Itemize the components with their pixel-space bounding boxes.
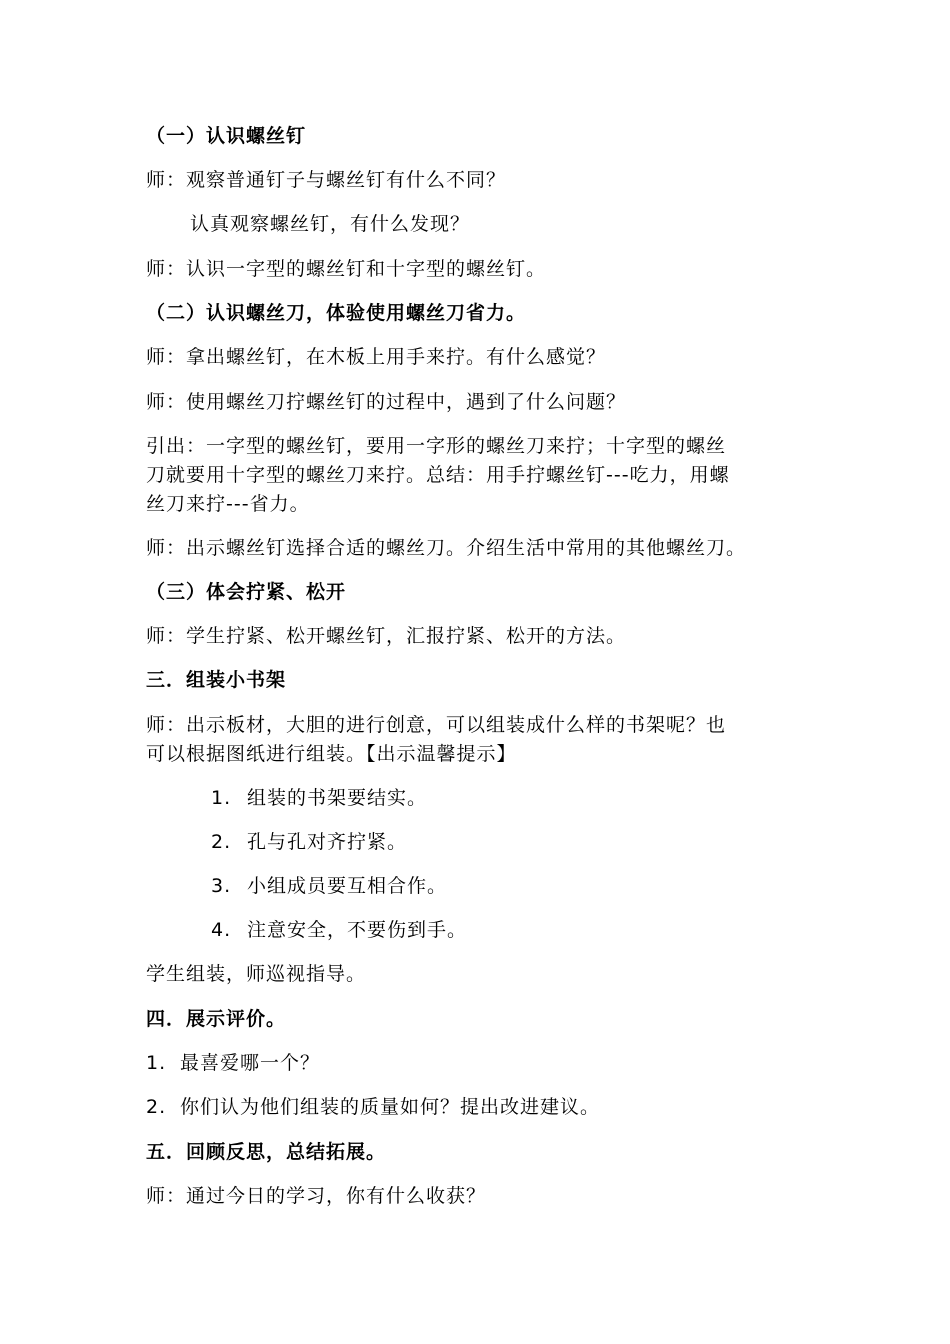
heading-recognize-screwdriver: （二）认识螺丝刀，体验使用螺丝刀省力。 — [146, 302, 527, 324]
heading-display-evaluate: 四．展示评价。 — [146, 1008, 287, 1030]
paragraph: 师：学生拧紧、松开螺丝钉，汇报拧紧、松开的方法。 — [146, 625, 627, 647]
paragraph-line: 可以根据图纸进行组装。【出示温馨提示】 — [146, 743, 517, 765]
paragraph: 师：认识一字型的螺丝钉和十字型的螺丝钉。 — [146, 258, 547, 280]
list-number: 1. — [211, 787, 232, 809]
list-number: 2. — [146, 1096, 167, 1118]
list-text: 组装的书架要结实。 — [247, 787, 428, 809]
list-item — [211, 914, 810, 946]
paragraph: 师：通过今日的学习，你有什么收获？ — [146, 1185, 487, 1207]
paragraph: 师：使用螺丝刀拧螺丝钉的过程中，遇到了什么问题？ — [146, 391, 627, 413]
paragraph: 师：出示螺丝钉选择合适的螺丝刀。介绍生活中常用的其他螺丝刀。 — [146, 537, 747, 559]
list-number: 1. — [146, 1052, 167, 1074]
paragraph-line: 师：出示板材，大胆的进行创意，可以组装成什么样的书架呢？也 — [146, 714, 727, 736]
list-item — [211, 870, 810, 902]
paragraph-line: 丝刀来拧---省力。 — [146, 493, 310, 515]
paragraph: 认真观察螺丝钉，有什么发现？ — [190, 213, 471, 235]
list-item — [146, 1047, 810, 1079]
paragraph-line: 刀就要用十字型的螺丝刀来拧。总结：用手拧螺丝钉---吃力，用螺 — [146, 464, 730, 486]
heading-tighten-loosen: （三）体会拧紧、松开 — [146, 581, 347, 603]
list-text: 最喜爱哪一个？ — [180, 1052, 321, 1074]
list-number: 3. — [211, 875, 232, 897]
list-text: 孔与孔对齐拧紧。 — [247, 831, 408, 853]
list-item — [211, 826, 810, 858]
list-text: 你们认为他们组装的质量如何？提出改进建议。 — [180, 1096, 601, 1118]
heading-review-reflect: 五．回顾反思，总结拓展。 — [146, 1141, 387, 1163]
heading-recognize-screw: （一）认识螺丝钉 — [146, 125, 307, 147]
list-item — [211, 782, 810, 814]
list-text: 注意安全，不要伤到手。 — [247, 919, 468, 941]
list-number: 4. — [211, 919, 232, 941]
list-text: 小组成员要互相合作。 — [247, 875, 448, 897]
list-number: 2. — [211, 831, 232, 853]
heading-assemble-bookshelf: 三．组装小书架 — [146, 669, 287, 691]
paragraph: 师：观察普通钉子与螺丝钉有什么不同？ — [146, 169, 507, 191]
paragraph-line: 引出：一字型的螺丝钉，要用一字形的螺丝刀来拧；十字型的螺丝 — [146, 435, 727, 457]
paragraph: 学生组装，师巡视指导。 — [146, 963, 367, 985]
paragraph: 师：拿出螺丝钉，在木板上用手来拧。有什么感觉？ — [146, 346, 607, 368]
list-item — [146, 1091, 810, 1123]
